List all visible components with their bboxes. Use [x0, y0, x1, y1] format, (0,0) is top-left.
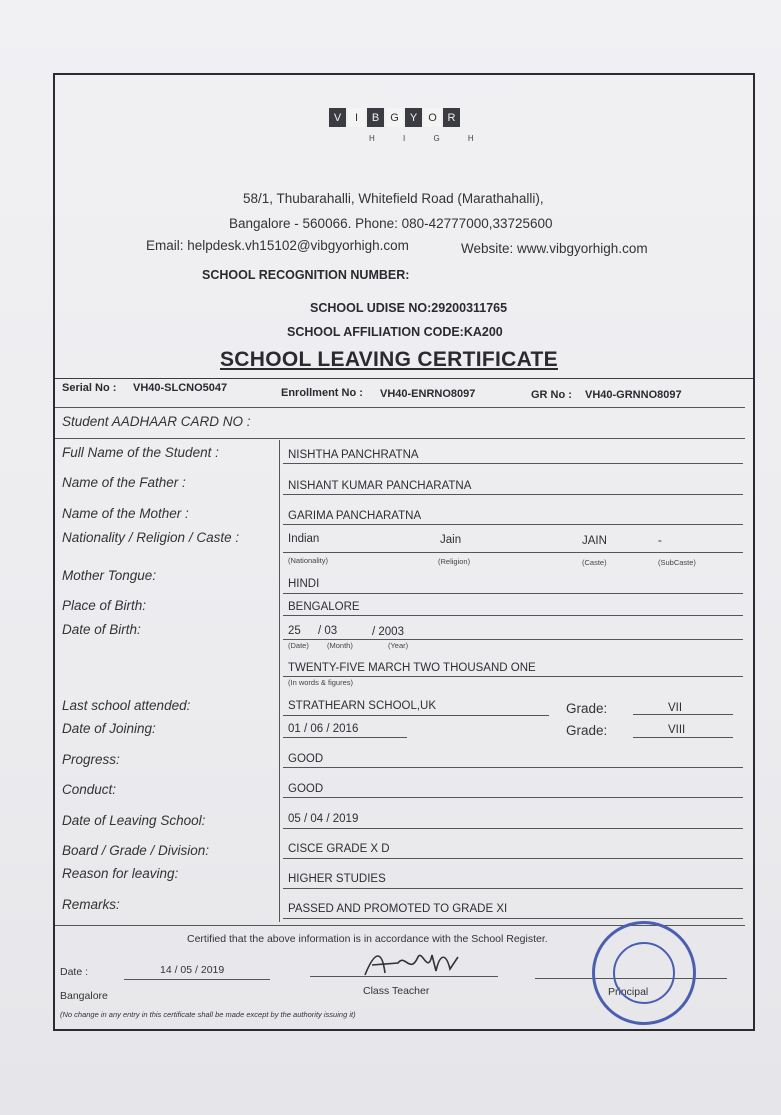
logo-letter: Y — [405, 108, 422, 127]
value-underline — [283, 767, 743, 768]
leaving-value: 05 / 04 / 2019 — [288, 813, 359, 825]
dob-year-caption: (Year) — [388, 641, 409, 650]
value-underline — [283, 463, 743, 464]
seal-inner-ring — [613, 942, 675, 1004]
nationality-caption: (Nationality) — [288, 556, 329, 565]
value-underline — [283, 828, 743, 829]
value-underline — [283, 494, 743, 495]
value-underline — [283, 524, 743, 525]
recognition-number: SCHOOL RECOGNITION NUMBER: — [202, 268, 410, 282]
dob-month-caption: (Month) — [327, 641, 353, 650]
religion-value: Jain — [440, 534, 462, 546]
dob-words-caption: (In words & figures) — [288, 678, 354, 687]
certified-statement: Certified that the above information is in accordance with the School Register. — [187, 933, 548, 945]
value-underline — [283, 615, 743, 616]
grade-label-1: Grade: — [566, 701, 608, 716]
father-label: Name of the Father : — [62, 475, 186, 490]
email-text: Email: helpdesk.vh15102@vibgyorhigh.com — [146, 238, 409, 253]
value-underline — [283, 858, 743, 859]
grade-value-1: VII — [668, 702, 683, 714]
caste-caption: (Caste) — [582, 558, 607, 567]
divider — [55, 378, 753, 379]
principal-label: Principal — [608, 986, 649, 998]
value-underline — [283, 676, 743, 677]
serial-label: Serial No : — [62, 382, 117, 394]
progress-value: GOOD — [288, 753, 324, 765]
dob-month: / 03 — [318, 625, 338, 637]
board-label: Board / Grade / Division: — [62, 843, 210, 858]
value-underline — [283, 918, 743, 919]
value-underline — [283, 888, 743, 889]
tongue-label: Mother Tongue: — [62, 568, 157, 583]
udise-number: SCHOOL UDISE NO:29200311765 — [310, 301, 508, 315]
website-text: Website: www.vibgyorhigh.com — [461, 241, 648, 256]
dob-day: 25 — [288, 625, 301, 637]
logo-letter: O — [424, 108, 441, 127]
joining-label: Date of Joining: — [62, 721, 156, 736]
logo-letter: B — [367, 108, 384, 127]
subcaste-value: - — [658, 535, 662, 547]
mother-value: GARIMA PANCHARATNA — [288, 510, 422, 522]
school-seal — [592, 921, 696, 1025]
logo-letter: V — [329, 108, 346, 127]
gr-value: VH40-GRNNO8097 — [585, 389, 682, 401]
caste-value: JAIN — [582, 535, 607, 547]
column-divider — [279, 440, 280, 922]
dob-label: Date of Birth: — [62, 622, 141, 637]
conduct-label: Conduct: — [62, 782, 117, 797]
value-underline — [633, 714, 733, 715]
date-label: Date : — [60, 966, 89, 978]
dob-words-value: TWENTY-FIVE MARCH TWO THOUSAND ONE — [288, 662, 536, 674]
gr-label: GR No : — [531, 389, 572, 401]
value-underline — [283, 552, 743, 553]
value-underline — [283, 797, 743, 798]
reason-value: HIGHER STUDIES — [288, 873, 386, 885]
aadhaar-label: Student AADHAAR CARD NO : — [62, 414, 251, 429]
value-underline — [633, 737, 733, 738]
last-school-value: STRATHEARN SCHOOL,UK — [288, 700, 437, 712]
reason-label: Reason for leaving: — [62, 866, 179, 881]
father-value: NISHANT KUMAR PANCHARATNA — [288, 480, 472, 492]
last-school-label: Last school attended: — [62, 698, 191, 713]
progress-label: Progress: — [62, 752, 120, 767]
value-underline — [283, 593, 743, 594]
enrollment-value: VH40-ENRNO8097 — [380, 388, 476, 400]
mother-label: Name of the Mother : — [62, 506, 189, 521]
value-underline — [124, 979, 270, 980]
logo-letter: R — [443, 108, 460, 127]
remarks-label: Remarks: — [62, 897, 120, 912]
logo-letter: G — [386, 108, 403, 127]
serial-value: VH40-SLCNO5047 — [133, 382, 228, 394]
nationality-value: Indian — [288, 533, 320, 545]
nationality-label: Nationality / Religion / Caste : — [62, 530, 240, 545]
affiliation-code: SCHOOL AFFILIATION CODE:KA200 — [287, 325, 503, 339]
conduct-value: GOOD — [288, 783, 324, 795]
school-logo — [329, 108, 460, 127]
grade-label-2: Grade: — [566, 723, 608, 738]
birthplace-label: Place of Birth: — [62, 598, 147, 613]
logo-letter: I — [348, 108, 365, 127]
birthplace-value: BENGALORE — [288, 601, 360, 613]
dob-day-caption: (Date) — [288, 641, 309, 650]
date-value: 14 / 05 / 2019 — [160, 964, 225, 976]
subcaste-caption: (SubCaste) — [658, 558, 696, 567]
remarks-value: PASSED AND PROMOTED TO GRADE XI — [288, 903, 508, 915]
full-name-value: NISHTHA PANCHRATNA — [288, 449, 419, 461]
class-teacher-label: Class Teacher — [363, 985, 430, 997]
value-underline — [283, 639, 743, 640]
address-line-1: 58/1, Thubarahalli, Whitefield Road (Marathahalli), — [243, 191, 544, 206]
certificate-title: SCHOOL LEAVING CERTIFICATE — [220, 348, 558, 371]
full-name-label: Full Name of the Student : — [62, 445, 219, 460]
joining-value: 01 / 06 / 2016 — [288, 723, 359, 735]
leaving-label: Date of Leaving School: — [62, 813, 206, 828]
value-underline — [283, 737, 407, 738]
row-line — [55, 407, 745, 408]
place-text: Bangalore — [60, 990, 108, 1002]
enrollment-label: Enrollment No : — [281, 387, 363, 399]
footnote: (No change in any entry in this certificate shall be made except by the authority issuing it) — [60, 1010, 356, 1019]
value-underline — [283, 715, 549, 716]
logo-subtitle: H I G H — [369, 134, 487, 143]
board-value: CISCE GRADE X D — [288, 843, 390, 855]
grade-value-2: VIII — [668, 724, 686, 736]
tongue-value: HINDI — [288, 578, 320, 590]
row-line — [55, 438, 745, 439]
address-line-2: Bangalore - 560066. Phone: 080-42777000,33725600 — [229, 216, 553, 231]
signature-line — [310, 976, 498, 977]
dob-year: / 2003 — [372, 626, 404, 638]
religion-caption: (Religion) — [438, 557, 471, 566]
